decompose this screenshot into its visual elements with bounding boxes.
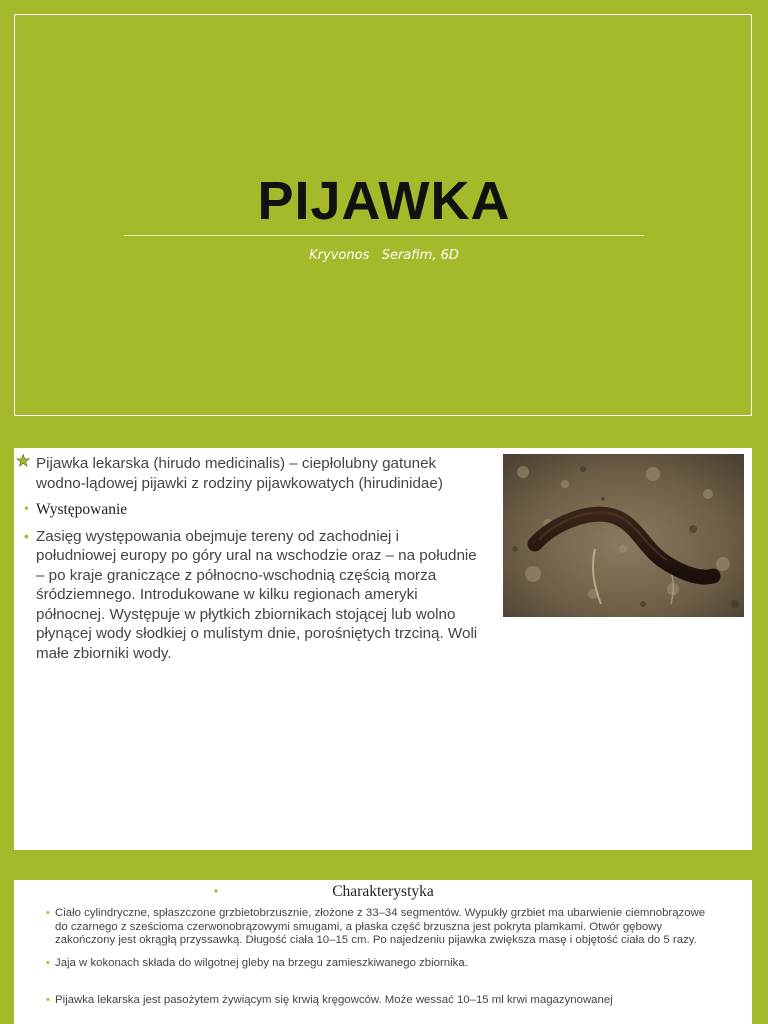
list-item: [22, 500, 482, 520]
occurrence-slide: [0, 432, 768, 872]
slide-title: PIJAWKA: [257, 171, 511, 231]
bullet-list: [48, 907, 708, 1017]
bullet-dot-icon: •: [46, 994, 50, 1007]
title-divider: [124, 235, 644, 236]
leech-photo: [503, 454, 744, 617]
bullet-dot-icon: •: [24, 527, 29, 544]
bullet-dot-icon: •: [214, 884, 219, 898]
intro-text: Pijawka lekarska (hirudo medicinalis) – ciepłolubny gatunek wodno-lądowej pijawki z rodziny pijawkowatych (hirudinidae): [36, 455, 443, 492]
content-panel: [14, 880, 752, 1024]
list-item: [48, 907, 708, 948]
content-panel: [14, 448, 752, 850]
item-text: Pijawka lekarska jest pasożytem żywiącym się krwią kręgowców. Może wessać 10–15 ml krwi magazynowanej: [55, 994, 613, 1007]
list-item: [48, 957, 708, 971]
star-bullet-icon: ★: [16, 453, 31, 470]
item-text: Ciało cylindryczne, spłaszczone grzbietobrzusznie, złożone z 33–34 segmentów. Wypukły grzbiet ma ubarwienie ciemnobrązowe do czarnego z sześcioma czerwonobrązowymi smugami, a płaska część brzuszna jest pokryta plamkami. Otwór gębowy zakończony jest okrągłą przyssawką. Długość ciała 10–15 cm. Po najedzeniu pijawka zwiększa masę i objętość ciała do 5 razy.: [55, 907, 706, 947]
slide-subtitle: Kryvonos Serafim, 6D: [309, 248, 459, 263]
list-item: [48, 994, 708, 1008]
bullet-dot-icon: •: [46, 956, 50, 969]
item-text: Jaja w kokonach składa do wilgotnej gleby na brzegu zamieszkiwanego zbiornika.: [55, 956, 468, 969]
title-slide: [0, 0, 768, 432]
section-heading: Występowanie: [36, 501, 128, 518]
characteristics-slide: [0, 872, 768, 1024]
list-item: [22, 527, 482, 664]
bullet-dot-icon: •: [24, 502, 29, 517]
section-heading: Charakterystyka: [332, 883, 434, 900]
list-item: [16, 453, 482, 493]
bullet-dot-icon: •: [46, 907, 50, 919]
occurrence-text: Zasięg występowania obejmuje tereny od zachodniej i południowej europy po góry ural na wschodzie oraz – na południe – po kraje graniczące z północno-wschodnią częścią morza śródziemnego. Introdukowane w kilku regionach ameryki północnej. Występuje w płytkich zbiornikach stojącej lub wolno płynącej wody słodkiej o mulistym dnie, porośniętych trzciną. Woli małe zbiorniki wody.: [36, 527, 478, 662]
bullet-list: [16, 453, 482, 670]
